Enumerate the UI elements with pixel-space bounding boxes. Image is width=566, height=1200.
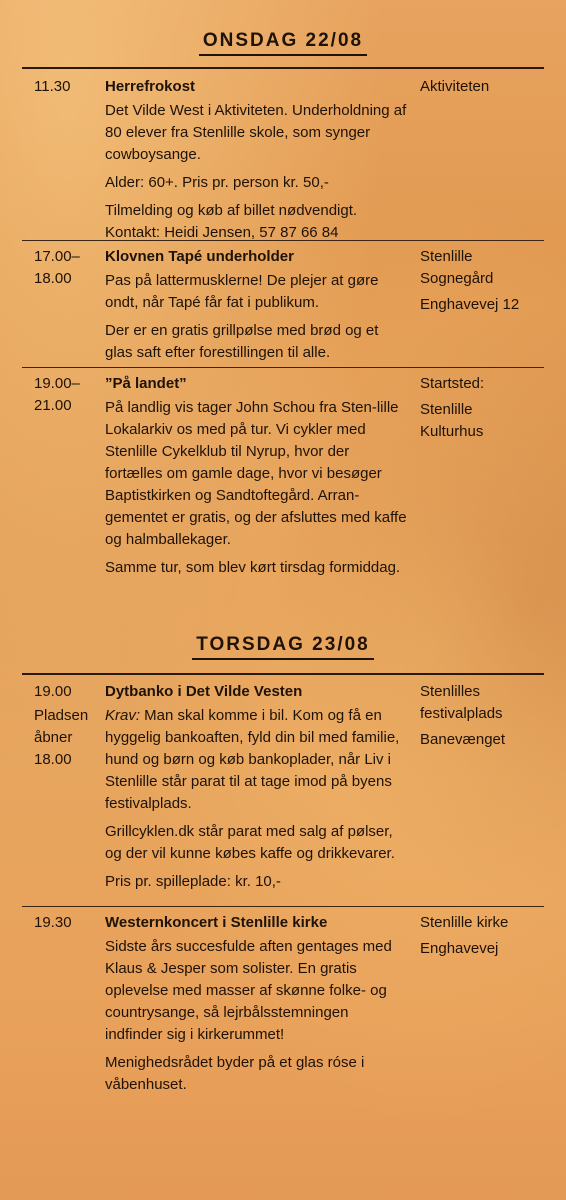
divider bbox=[22, 367, 544, 368]
event-time: 19.00 Pladsen åbner 18.00 bbox=[34, 683, 89, 768]
event-time: 17.00– 18.00 bbox=[34, 248, 80, 287]
krav-label: Krav: bbox=[105, 707, 141, 724]
event-title: Herrefrokost bbox=[105, 78, 196, 95]
event-title: Dytbanko i Det Vilde Vesten bbox=[105, 683, 303, 700]
event-title: Westernkoncert i Stenlille kirke bbox=[105, 914, 328, 931]
divider bbox=[22, 673, 544, 675]
event-time: 19.00– 21.00 bbox=[34, 375, 80, 414]
event-title: ”På landet” bbox=[105, 375, 187, 392]
day-heading-thursday: TORSDAG 23/08 bbox=[0, 634, 566, 660]
divider bbox=[22, 906, 544, 907]
event-location: Aktiviteten bbox=[420, 78, 490, 95]
divider bbox=[22, 67, 544, 69]
event-paragraph: Pas på lattermusklerne! De plejer at gøre ondt, når Tapé får fat i publikum. bbox=[105, 272, 379, 311]
event-location: Stenlille kirke Enghavevej bbox=[420, 914, 509, 957]
event-location: Stenlilles festivalplads Banevænget bbox=[420, 683, 506, 748]
event-content bbox=[105, 246, 410, 370]
event-paragraph: Menighedsrådet byder på et glas róse i våbenhuset. bbox=[105, 1054, 365, 1093]
event-paragraph: Krav: Man skal komme i bil. Kom og få en hyggelig bankoaften, fyld din bil med familie, hund og børn og køb bankoplader, når Liv i Stenlille står parat til at tage imod på byens festivalplads. bbox=[105, 707, 400, 812]
event-paragraph: Det Vilde West i Aktiviteten. Underholdning af 80 elever fra Stenlille skole, som synger cowboysange. bbox=[105, 102, 407, 163]
event-title: Klovnen Tapé underholder bbox=[105, 248, 294, 265]
event-content bbox=[105, 912, 410, 1102]
event-time: 19.30 bbox=[34, 914, 72, 931]
event-paragraph: Tilmelding og køb af billet nødvendigt. Kontakt: Heidi Jensen, 57 87 66 84 bbox=[105, 202, 358, 241]
event-paragraph: Alder: 60+. Pris pr. person kr. 50,- bbox=[105, 174, 329, 191]
event-paragraph: Pris pr. spilleplade: kr. 10,- bbox=[105, 873, 281, 890]
event-content bbox=[105, 76, 410, 250]
event-location: Stenlille Sognegård Enghavevej 12 bbox=[420, 248, 520, 313]
event-location: Startsted: Stenlille Kulturhus bbox=[420, 375, 485, 440]
event-time: 11.30 bbox=[34, 78, 71, 95]
event-paragraph: Der er en gratis grillpølse med brød og et glas saft efter forestillingen til alle. bbox=[105, 322, 379, 361]
divider bbox=[22, 240, 544, 241]
event-content bbox=[105, 373, 410, 585]
event-paragraph: Sidste års succesfulde aften gentages med Klaus & Jesper som solister. En gratis oplevelse med masser af skønne folke- og countrysange, så lejrbålsstemningen indfinder sig i kirkerummet! bbox=[105, 938, 392, 1043]
event-paragraph: På landlig vis tager John Schou fra Sten-lille Lokalarkiv os med på tur. Vi cykler med Stenlille Cykelklub til Nyrup, hvor der fortælles om gamle dage, hvor vi besøger Baptistkirken og Sandtoftegård. Arran-gementet er gratis, og der afsluttes med kaffe og halmballekager. bbox=[105, 399, 407, 548]
event-content bbox=[105, 681, 410, 899]
day-heading-wednesday: ONSDAG 22/08 bbox=[0, 30, 566, 56]
event-paragraph: Grillcyklen.dk står parat med salg af pølser, og der vil kunne købes kaffe og drikkevarer. bbox=[105, 823, 395, 862]
event-paragraph: Samme tur, som blev kørt tirsdag formiddag. bbox=[105, 559, 401, 576]
